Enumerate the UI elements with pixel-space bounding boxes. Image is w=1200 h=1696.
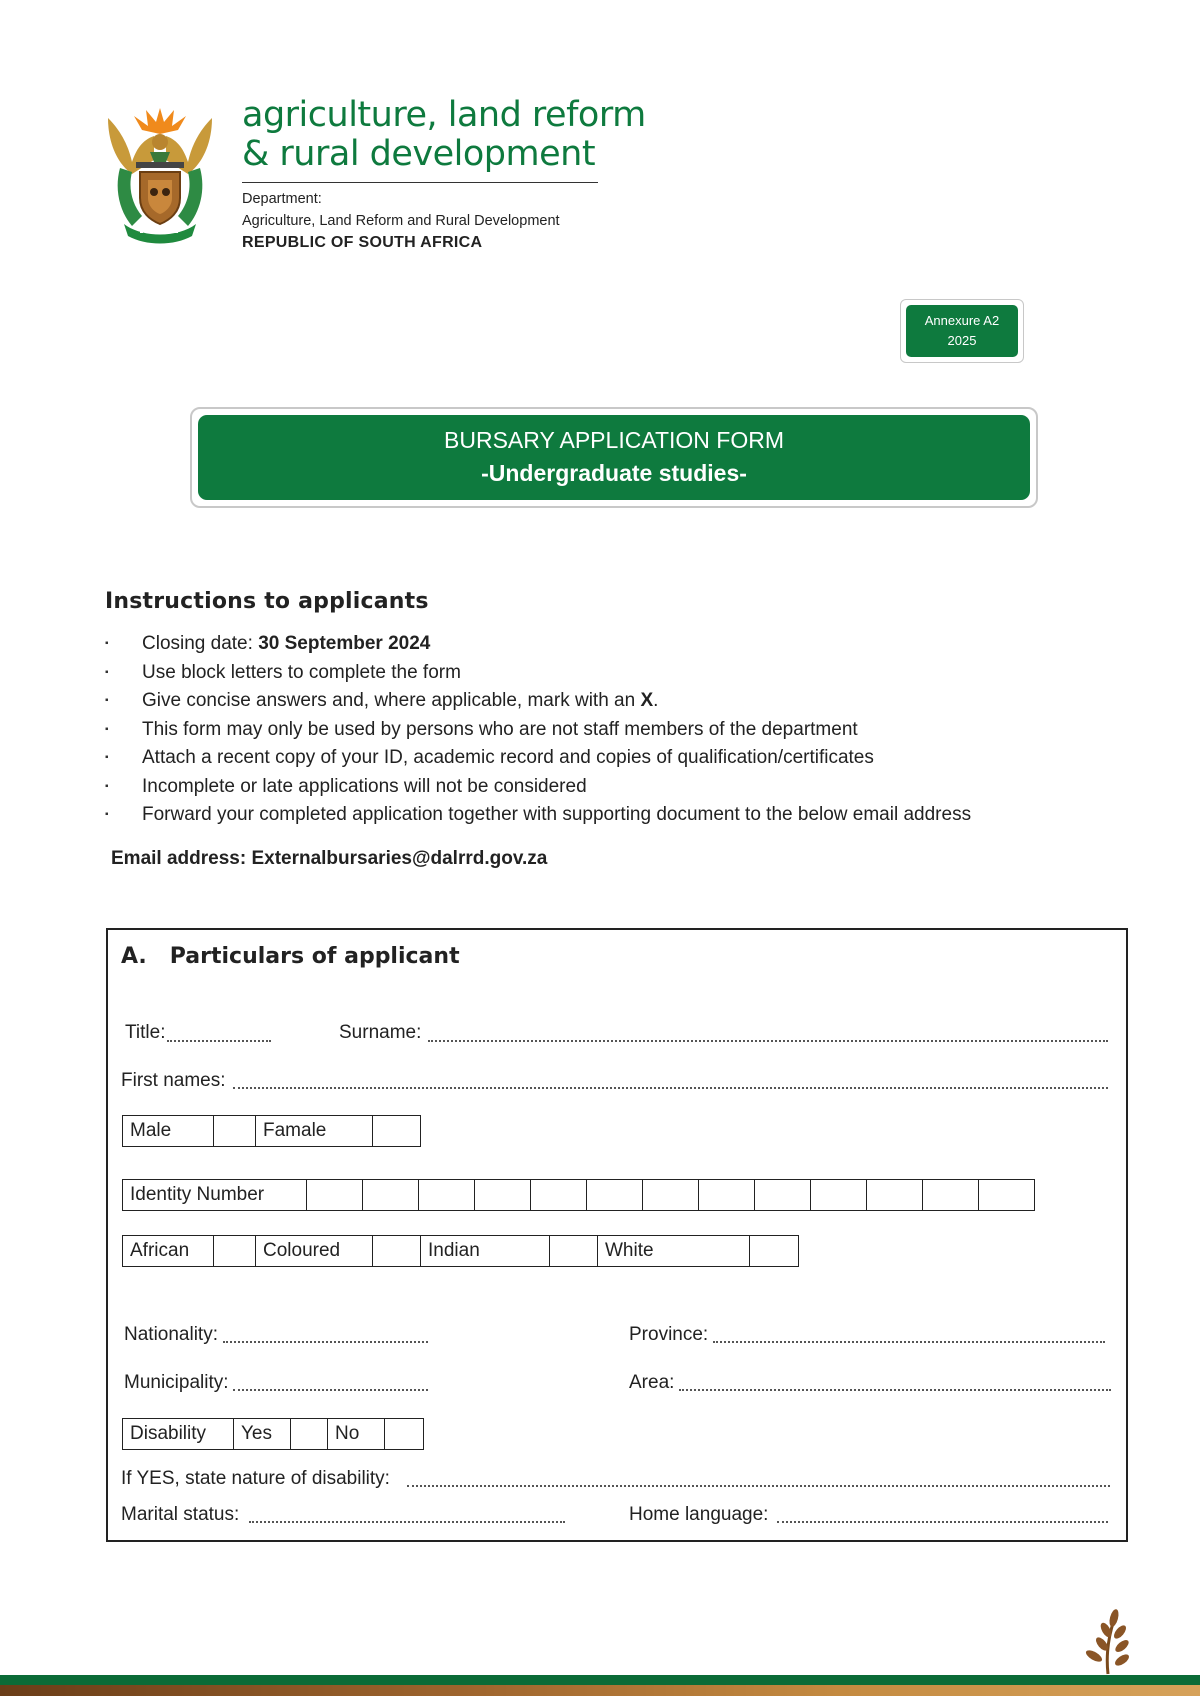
municipality-label: Municipality: bbox=[124, 1372, 229, 1393]
id-digit-box[interactable] bbox=[923, 1180, 979, 1211]
gender-grid bbox=[122, 1115, 421, 1147]
form-title-banner bbox=[198, 415, 1030, 500]
female-checkbox[interactable] bbox=[373, 1116, 421, 1147]
instruction-text: Give concise answers and, where applicable, mark with an bbox=[142, 690, 641, 711]
instruction-item: ▪ Incomplete or late applications will not be considered bbox=[105, 773, 971, 802]
nationality-label: Nationality: bbox=[124, 1324, 218, 1345]
race-grid bbox=[122, 1235, 799, 1267]
instruction-item bbox=[105, 630, 971, 659]
coat-of-arms-logo bbox=[102, 100, 218, 246]
province-field[interactable] bbox=[713, 1341, 1105, 1343]
identity-number-label: Identity Number bbox=[123, 1180, 307, 1211]
home-language-field[interactable] bbox=[777, 1521, 1108, 1523]
instructions-list bbox=[105, 630, 971, 830]
department-name-line2: & rural development bbox=[242, 134, 596, 174]
mark-symbol: X bbox=[640, 690, 654, 711]
male-checkbox[interactable] bbox=[214, 1116, 256, 1147]
annexure-year: 2025 bbox=[947, 333, 977, 348]
nationality-field[interactable] bbox=[223, 1341, 428, 1343]
instruction-item: ▪ Forward your completed application together with supporting document to the below email address bbox=[105, 801, 971, 830]
indian-checkbox[interactable] bbox=[550, 1236, 598, 1267]
home-language-label: Home language: bbox=[629, 1504, 769, 1525]
province-label: Province: bbox=[629, 1324, 709, 1345]
id-digit-box[interactable] bbox=[867, 1180, 923, 1211]
instruction-text: . bbox=[653, 690, 659, 711]
male-label: Male bbox=[123, 1116, 214, 1147]
id-digit-box[interactable] bbox=[307, 1180, 363, 1211]
id-digit-box[interactable] bbox=[643, 1180, 699, 1211]
marital-status-field[interactable] bbox=[249, 1521, 565, 1523]
email-address: Email address: Externalbursaries@dalrrd.gov.za bbox=[111, 848, 548, 869]
marital-status-label: Marital status: bbox=[121, 1504, 240, 1525]
id-digit-box[interactable] bbox=[811, 1180, 867, 1211]
female-label: Famale bbox=[256, 1116, 373, 1147]
surname-field[interactable] bbox=[428, 1040, 1108, 1042]
closing-date: 30 September 2024 bbox=[258, 633, 431, 654]
white-label: White bbox=[598, 1236, 750, 1267]
instructions-heading: Instructions to applicants bbox=[105, 589, 429, 614]
disability-yes-checkbox[interactable] bbox=[291, 1419, 328, 1450]
id-digit-box[interactable] bbox=[699, 1180, 755, 1211]
id-digit-box[interactable] bbox=[531, 1180, 587, 1211]
id-digit-box[interactable] bbox=[419, 1180, 475, 1211]
id-digit-box[interactable] bbox=[755, 1180, 811, 1211]
form-subtitle: -Undergraduate studies- bbox=[481, 460, 747, 486]
surname-label: Surname: bbox=[339, 1022, 422, 1043]
area-field[interactable] bbox=[679, 1389, 1111, 1391]
department-name bbox=[242, 96, 646, 174]
closing-date-label: Closing date: bbox=[142, 633, 259, 654]
disability-label: Disability bbox=[123, 1419, 234, 1450]
instruction-item: ▪ Attach a recent copy of your ID, academic record and copies of qualification/certificates bbox=[105, 744, 971, 773]
department-label: Department: bbox=[242, 191, 322, 207]
african-label: African bbox=[123, 1236, 214, 1267]
municipality-field[interactable] bbox=[233, 1389, 428, 1391]
coloured-checkbox[interactable] bbox=[373, 1236, 421, 1267]
disability-yes-label: Yes bbox=[234, 1419, 291, 1450]
disability-no-checkbox[interactable] bbox=[385, 1419, 424, 1450]
footer-green-band bbox=[0, 1675, 1200, 1685]
id-digit-box[interactable] bbox=[979, 1180, 1035, 1211]
title-field[interactable] bbox=[167, 1040, 271, 1042]
header-divider bbox=[242, 182, 598, 183]
annexure-badge bbox=[906, 305, 1018, 357]
african-checkbox[interactable] bbox=[214, 1236, 256, 1267]
wheat-icon bbox=[1078, 1606, 1134, 1676]
instruction-item: ▪ Use block letters to complete the form bbox=[105, 659, 971, 688]
white-checkbox[interactable] bbox=[750, 1236, 799, 1267]
form-title: BURSARY APPLICATION FORM bbox=[444, 427, 784, 453]
id-digit-box[interactable] bbox=[363, 1180, 419, 1211]
country-name: REPUBLIC OF SOUTH AFRICA bbox=[242, 234, 483, 251]
coloured-label: Coloured bbox=[256, 1236, 373, 1267]
disability-no-label: No bbox=[328, 1419, 385, 1450]
department-full-name: Agriculture, Land Reform and Rural Development bbox=[242, 213, 560, 229]
title-label: Title: bbox=[125, 1022, 166, 1043]
first-names-field[interactable] bbox=[233, 1087, 1108, 1089]
disability-nature-label: If YES, state nature of disability: bbox=[121, 1468, 390, 1489]
first-names-label: First names: bbox=[121, 1070, 226, 1091]
footer-brown-band bbox=[0, 1685, 1200, 1696]
area-label: Area: bbox=[629, 1372, 675, 1393]
disability-grid bbox=[122, 1418, 424, 1450]
department-details bbox=[242, 188, 560, 254]
department-name-line1: agriculture, land reform bbox=[242, 95, 646, 135]
id-digit-box[interactable] bbox=[587, 1180, 643, 1211]
disability-nature-field[interactable] bbox=[407, 1485, 1110, 1487]
annexure-label: Annexure A2 bbox=[924, 313, 1000, 328]
instruction-item bbox=[105, 687, 971, 716]
identity-number-grid bbox=[122, 1179, 1035, 1211]
instruction-item: ▪ This form may only be used by persons who are not staff members of the department bbox=[105, 716, 971, 745]
indian-label: Indian bbox=[421, 1236, 550, 1267]
section-a-title: A. Particulars of applicant bbox=[121, 944, 460, 969]
id-digit-box[interactable] bbox=[475, 1180, 531, 1211]
